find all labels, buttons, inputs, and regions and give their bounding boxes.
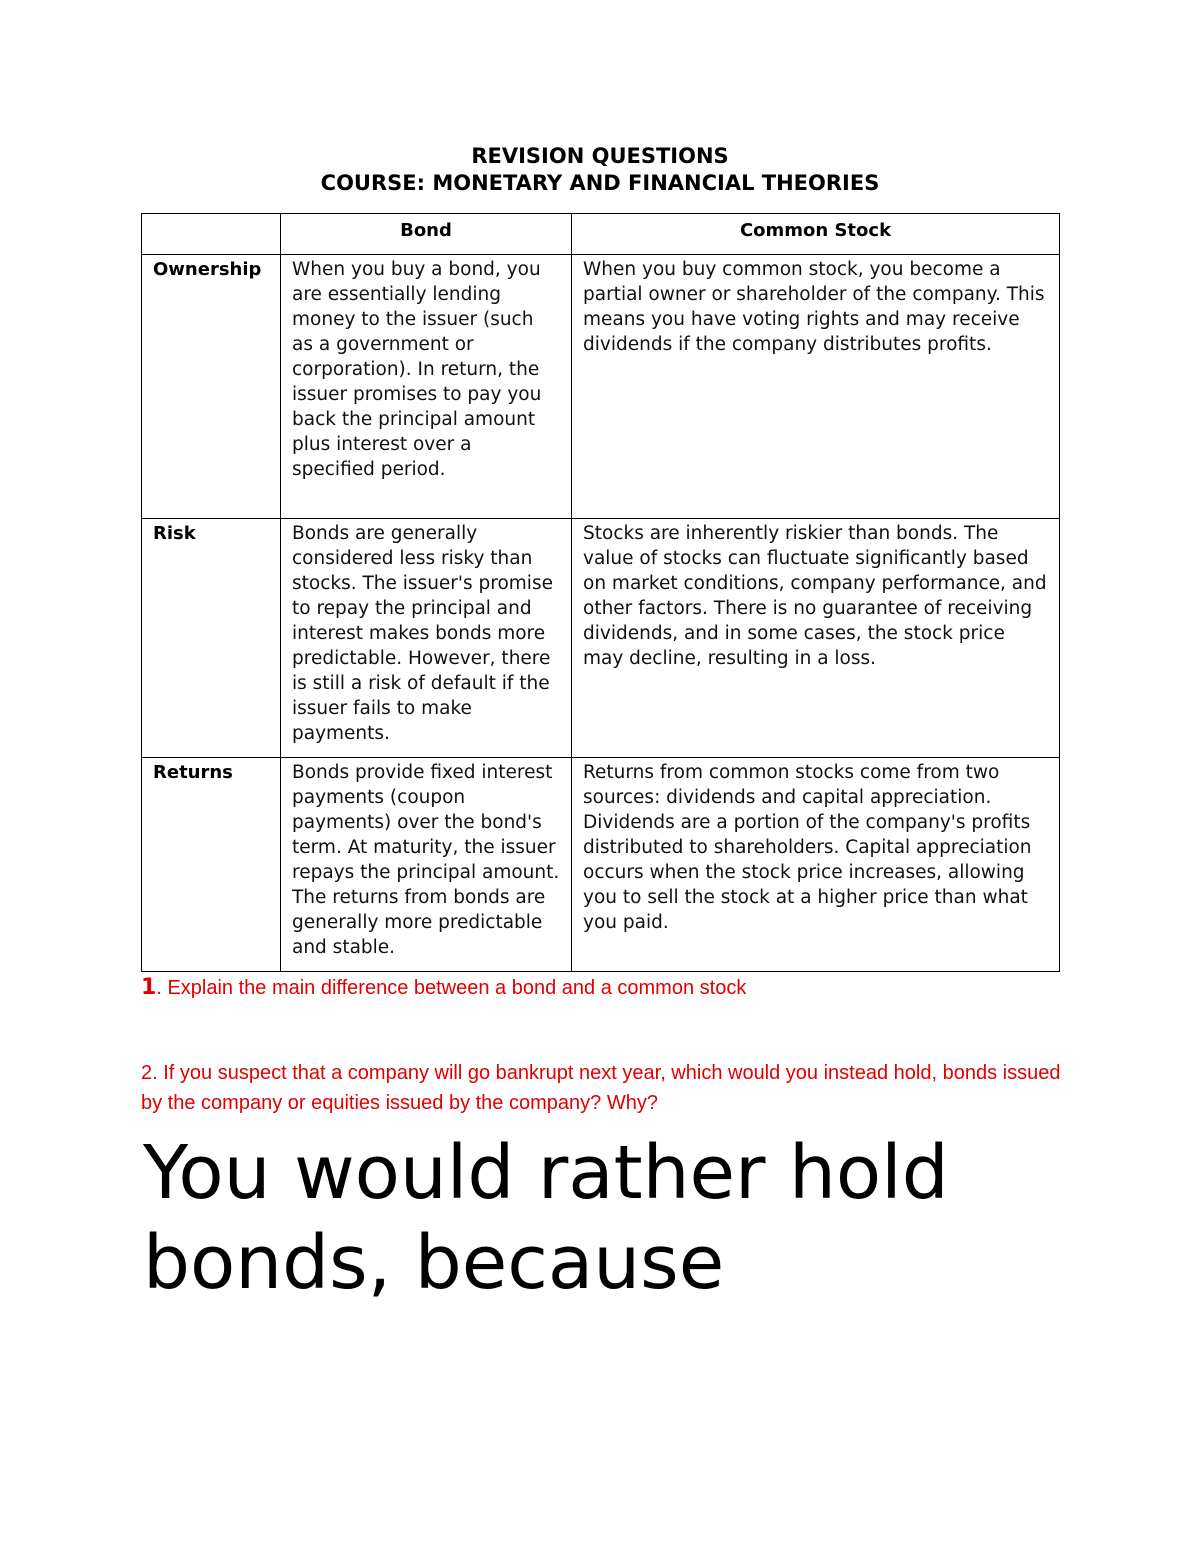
table-row-returns: [142, 758, 1060, 972]
header-bond: Bond: [281, 214, 572, 255]
question-2: [141, 1058, 1061, 1118]
table-row-risk: [142, 519, 1060, 758]
answer-text: You would rather hold bonds, because: [143, 1130, 949, 1306]
header-common-stock: Common Stock: [572, 214, 1060, 255]
question-1-text: Explain the main difference between a bond and a common stock: [167, 977, 747, 999]
cell-risk-bond: Bonds are generally considered less risky than stocks. The issuer's promise to repay the principal and interest makes bonds more predictable. However, there is still a risk of default if the issuer fails to make payments.: [281, 519, 572, 758]
row-label-ownership: Ownership: [142, 255, 281, 519]
question-2-number: 2: [141, 1062, 153, 1084]
question-1: [141, 973, 1061, 1003]
cell-ownership-bond: When you buy a bond, you are essentially lending money to the issuer (such as a government or corporation). In return, the issuer promises to pay you back the principal amount plus interest over a specified period.: [281, 255, 572, 519]
cell-returns-bond: Bonds provide fixed interest payments (coupon payments) over the bond's term. At maturity, the issuer repays the principal amount. The returns from bonds are generally more predictable and stable.: [281, 758, 572, 972]
cell-ownership-stock: When you buy common stock, you become a partial owner or shareholder of the company. This means you have voting rights and may receive dividends if the company distributes profits.: [572, 255, 1060, 519]
course-title: COURSE: MONETARY AND FINANCIAL THEORIES: [320, 171, 880, 195]
document-title: REVISION QUESTIONS: [471, 144, 729, 168]
question-1-separator: .: [156, 977, 162, 999]
table-header-row: [142, 214, 1060, 255]
cell-returns-stock: Returns from common stocks come from two sources: dividends and capital appreciation. Dividends are a portion of the company's profits distributed to shareholders. Capital appreciation occurs when the stock price increases, allowing you to sell the stock at a higher price than what you paid.: [572, 758, 1060, 972]
question-2-text: If you suspect that a company will go bankrupt next year, which would you instead hold, bonds issued by the company or equities issued by the company? Why?: [141, 1062, 1061, 1114]
row-label-risk: Risk: [142, 519, 281, 758]
question-1-number: 1: [141, 975, 157, 1000]
header-empty-cell: [142, 214, 281, 255]
comparison-table: [141, 213, 1060, 972]
table-row-ownership: [142, 255, 1060, 519]
cell-risk-stock: Stocks are inherently riskier than bonds. The value of stocks can fluctuate significantly based on market conditions, company performance, and other factors. There is no guarantee of receiving dividends, and in some cases, the stock price may decline, resulting in a loss.: [572, 519, 1060, 758]
question-2-separator: .: [152, 1062, 158, 1084]
row-label-returns: Returns: [142, 758, 281, 972]
